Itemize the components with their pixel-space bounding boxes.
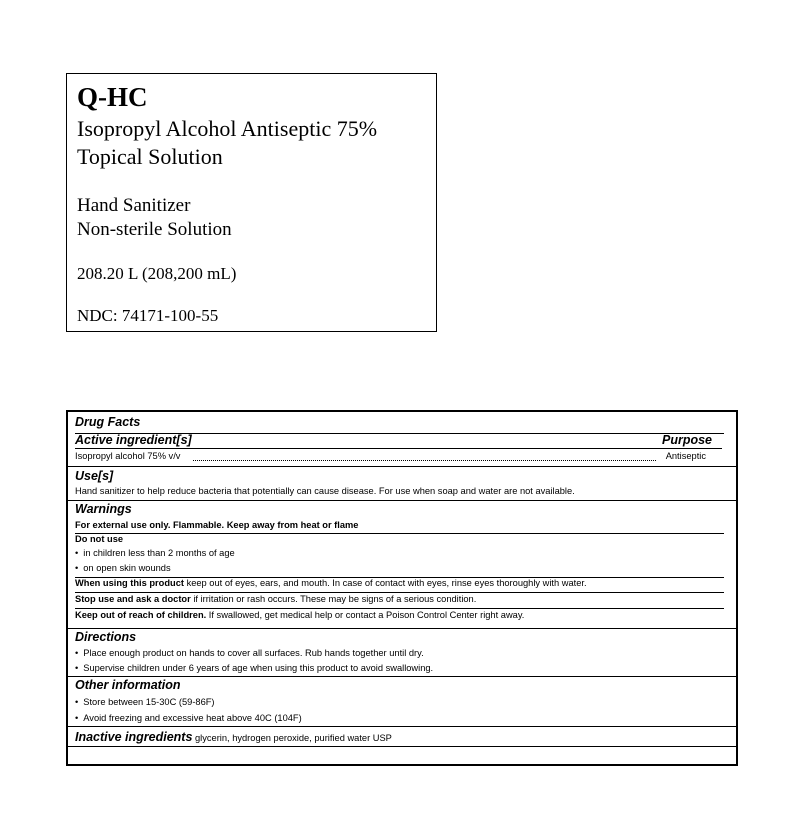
active-ingredient-section	[68, 412, 736, 467]
directions-item: • Supervise children under 6 years of age when using this product to avoid swallowing.	[75, 663, 433, 673]
warnings-section	[68, 500, 736, 629]
inactive-ingredients	[75, 728, 392, 746]
divider	[75, 608, 724, 609]
warnings-heading: Warnings	[75, 502, 132, 516]
keep-out-warning	[75, 610, 524, 620]
inactive-ingredients-heading: Inactive ingredients	[75, 730, 193, 744]
drug-facts-panel	[66, 410, 738, 766]
divider	[75, 592, 724, 593]
net-volume: 208.20 L (208,200 mL)	[77, 264, 237, 283]
directions-item: • Place enough product on hands to cover all surfaces. Rub hands together until dry.	[75, 648, 424, 658]
inactive-ingredients-section	[68, 726, 736, 747]
divider	[75, 448, 722, 449]
directions-heading: Directions	[75, 630, 137, 644]
stop-use-warning	[75, 594, 476, 604]
stop-use-label: Stop use and ask a doctor	[75, 594, 191, 604]
principal-display-panel	[66, 73, 437, 332]
leader-dots	[193, 460, 656, 461]
brand-name: Q-HC	[77, 82, 148, 112]
keep-out-text: If swallowed, get medical help or contact a Poison Control Center right away.	[206, 610, 525, 620]
ndc-number: NDC: 74171-100-55	[77, 306, 219, 325]
keep-out-label: Keep out of reach of children.	[75, 610, 207, 620]
active-ingredient: Isopropyl alcohol 75% v/v	[75, 451, 181, 461]
uses-heading: Use[s]	[75, 469, 114, 483]
when-using-text: keep out of eyes, ears, and mouth. In case of contact with eyes, rinse eyes thoroughly with water.	[183, 578, 587, 588]
product-type-line1: Hand Sanitizer	[77, 195, 191, 216]
do-not-use-item: • on open skin wounds	[75, 563, 171, 573]
when-using-label: When using this product	[75, 578, 184, 588]
do-not-use-heading: Do not use	[75, 534, 124, 544]
external-use-warning: For external use only. Flammable. Keep away from heat or flame	[75, 520, 359, 530]
uses-section	[68, 466, 736, 501]
other-information-heading: Other information	[75, 678, 181, 692]
product-name-line1: Isopropyl Alcohol Antiseptic 75%	[77, 116, 378, 141]
do-not-use-item: • in children less than 2 months of age	[75, 548, 235, 558]
active-ingredient-heading: Active ingredient[s]	[75, 433, 192, 447]
when-using-warning	[75, 578, 587, 588]
stop-use-text: if irritation or rash occurs. These may be signs of a serious condition.	[190, 594, 477, 604]
uses-text: Hand sanitizer to help reduce bacteria that potentially can cause disease. For use when soap and water are not available.	[75, 486, 575, 496]
purpose-heading: Purpose	[661, 433, 712, 447]
other-information-section	[68, 676, 736, 727]
purpose-value: Antiseptic	[665, 451, 706, 461]
other-information-item: • Avoid freezing and excessive heat above 40C (104F)	[75, 713, 302, 723]
product-name-line2: Topical Solution	[77, 144, 223, 169]
inactive-ingredients-text: glycerin, hydrogen peroxide, purified water USP	[192, 733, 392, 743]
product-type-line2: Non-sterile Solution	[77, 219, 232, 240]
other-information-item: • Store between 15-30C (59-86F)	[75, 697, 215, 707]
directions-section	[68, 628, 736, 677]
divider	[75, 533, 724, 534]
drug-facts-title: Drug Facts	[75, 415, 141, 429]
